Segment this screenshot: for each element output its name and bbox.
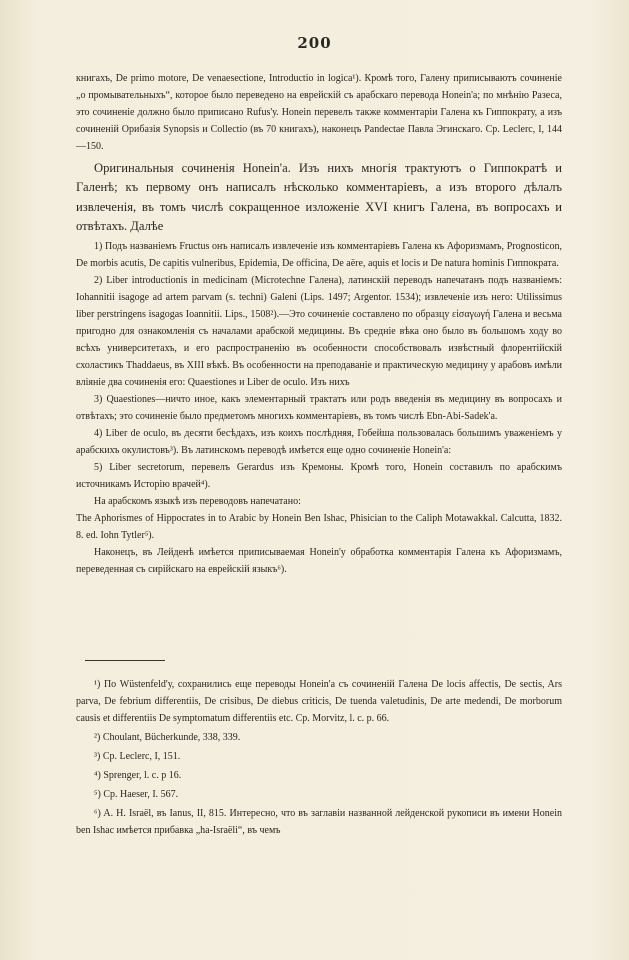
footnote: ³) Cp. Leclerc, I, 151. (94, 751, 181, 762)
footnote-divider (85, 660, 165, 661)
footnote: ⁵) Cp. Haeser, I. 567. (94, 789, 179, 800)
paragraph: На арабскомъ языкѣ изъ переводовъ напечатано: (94, 496, 301, 508)
paragraph: 5) Liber secretorum, перевелъ Gerardus изъ Кремоны. Кромѣ того, Honein составилъ по арабскимъ источникамъ Исторію врачей⁴). (76, 462, 562, 491)
page-number: 200 (297, 34, 332, 52)
footnote: ⁶) A. H. Israël, въ Ianus, II, 815. Интересно, что въ заглавіи названной лейденской рукописи въ имени Honein ben Ishac имѣется прибавка „ha-Israëli“, въ чемъ (76, 808, 562, 836)
main-text (76, 70, 562, 578)
paragraph: 2) Liber introductionis in medicinam (Microtechne Галена), латинскій переводъ напечатанъ подъ названіемъ: Iohannitii isagoge ad artem parvam (s. techni) Galeni (Lips. 1497; Argentor. 1534); извлеченіе изъ него: Utilissimus liber perstringens isagogas Ioannitii. Lips., 1508²).—Это сочиненіе составлено по образцу εἰσαγωγή Галена и весьма пригодно для ознакомленія съ началами арабской медицины. Въ средніе вѣка оно было въ большомъ ходу во всѣхъ университетахъ, и его распространенію въ особенности способствовалъ извѣстный флорентійскій схоластикъ Thaddaeus, въ XIII вѣкѣ. Въ особенности на преподаваніе и практическую медицину у арабовъ имѣли вліяніе два сочиненія его: Quaestiones и Liber de oculo. Изъ нихъ (76, 275, 562, 389)
footnotes (76, 676, 562, 841)
footnote: ¹) По Wüstenfeld'у, сохранились еще переводы Honein'а съ сочиненій Галена De locis affectis, De sectis, Ars parva, De febrium differentiis, De crisibus, De diebus criticis, De tuenda valetudinis, De arte medendi, De morborum causis et differentiis De symptomatum differentiis etc. Cp. Morvitz, l. c. p. 66. (76, 679, 562, 724)
paragraph: The Aphorismes of Hippocrates in to Arabic by Honein Ben Ishac, Phisician to the Caliph Motawakkal. Calcutta, 1832. 8. ed. Iohn Tytler⁵). (76, 513, 562, 542)
paragraph: Наконецъ, въ Лейденѣ имѣется приписываемая Honein'у обработка комментарія Галена къ Афоризмамъ, переведенная съ сирійскаго на еврейскій языкъ⁶). (76, 547, 562, 576)
paragraph: 4) Liber de oculo, въ десяти бесѣдахъ, изъ коихъ послѣдняя, Гобейша пользовалась большимъ уваженіемъ у арабскихъ окулистовъ³). Въ латинскомъ переводѣ имѣется еще одно сочиненіе Honein'а: (76, 428, 562, 457)
paragraph: 3) Quaestiones—ничто иное, какъ элементарный трактатъ или родъ введенія въ медицину въ вопросахъ и отвѣтахъ; это сочиненіе было предметомъ многихъ комментаріевъ, въ томъ числѣ Ebn-Abi-Sadek'а. (76, 394, 562, 423)
section-heading-paragraph: Оригинальныя сочиненія Honein'а. Изъ нихъ многія трактуютъ о Гиппократѣ и Галенѣ; къ первому онъ написалъ нѣсколько комментаріевъ, а изъ второго дѣлалъ извлеченія, въ томъ числѣ сокращенное изложеніе XVI книгъ Галена, въ вопросахъ и отвѣтахъ. Далѣе (76, 161, 562, 233)
paragraph: книгахъ, De primo motore, De venaesectione, Introductio in logica¹). Кромѣ того, Галену приписываютъ сочиненіе „о промывательныхъ“, которое было переведено на еврейскій съ арабскаго перевода Honein'а; по мнѣнію Разеса, это сочиненіе должно было приписано Rufus'у. Honein перевелъ также комментаріи Галена къ Гиппократу, а изъ сочиненій Орибазія Synopsis и Collectio (въ 70 книгахъ), наконецъ Pandectae Павла Эгинскаго. Ср. Leclerc, I, 144—150. (76, 73, 562, 152)
footnote: ⁴) Sprenger, l. c. p 16. (94, 770, 182, 781)
footnote: ²) Choulant, Bücherkunde, 338, 339. (94, 732, 241, 743)
paragraph: 1) Подъ названіемъ Fructus онъ написалъ извлеченіе изъ комментаріевъ Галена къ Афоризмамъ, Prognosticon, De morbis acutis, De capitis vulneribus, Epidemia, De officina, De aëre, aquis et locis и De natura hominis Гиппократа. (76, 241, 562, 270)
